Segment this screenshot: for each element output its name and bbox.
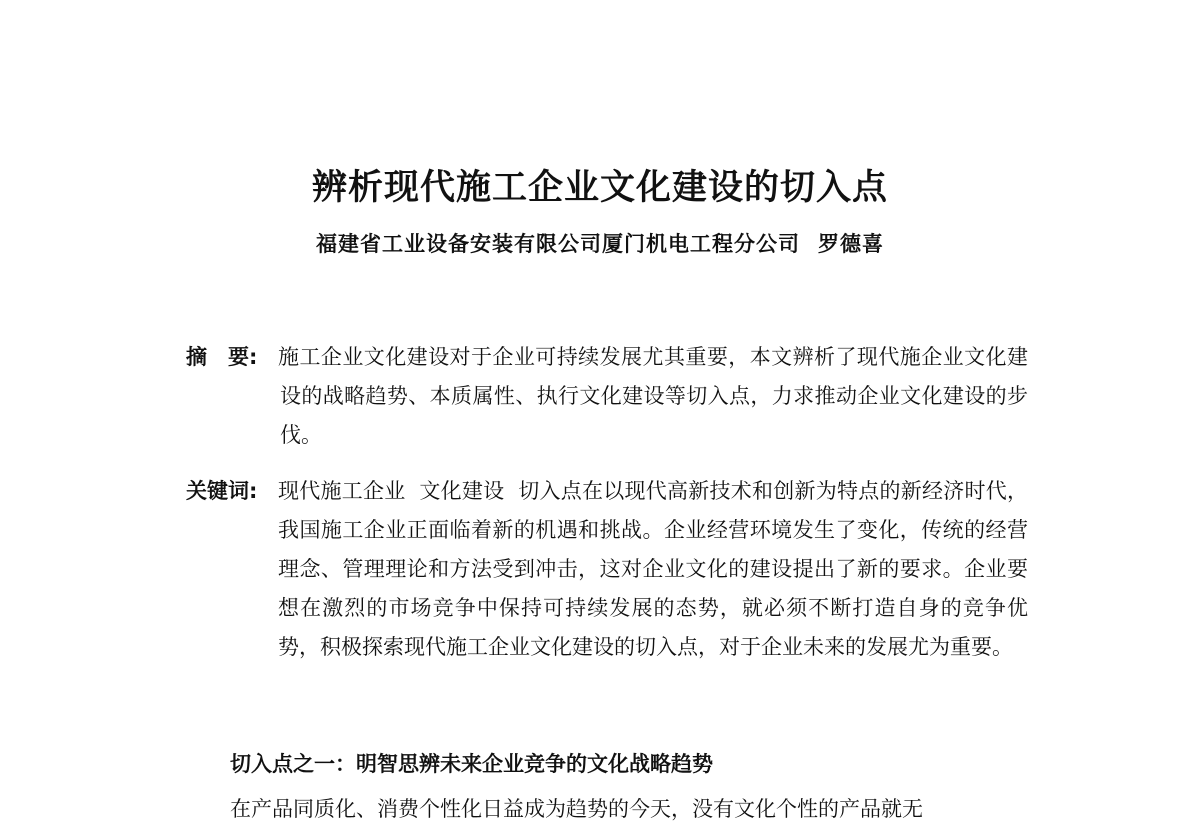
keywords-body: 现代施工企业 文化建设 切入点在以现代高新技术和创新为特点的新经济时代，我国施工企业正面临着新的机遇和挑战。企业经营环境发生了变化，传统的经营理念、管理理论和方法受到冲击，这对企业文化的建设提出了新的要求。企业要想在激烈的市场竞争中保持可持续发展的态势，就必须不断打造自身的竞争优势，积极探索现代施工企业文化建设的切入点，对于企业未来的发展尤为重要。 [278, 479, 1028, 659]
abstract-label: 摘 要: [186, 345, 258, 369]
section-heading: 切入点之一：明智思辨未来企业竞争的文化战略趋势 [230, 752, 713, 776]
abstract-body: 施工企业文化建设对于企业可持续发展尤其重要，本文辨析了现代施企业文化建设的战略趋势、本质属性、执行文化建设等切入点，力求推动企业文化建设的步伐。 [278, 345, 1028, 447]
author-name: 罗德喜 [818, 232, 884, 256]
keywords-text [278, 472, 1028, 667]
author-affiliation: 福建省工业设备安装有限公司厦门机电工程分公司 [316, 232, 800, 256]
body-paragraph: 在产品同质化、消费个性化日益成为趋势的今天，没有文化个性的产品就无 [230, 797, 923, 821]
paper-title: 辨析现代施工企业文化建设的切入点 [311, 168, 888, 208]
author-line [0, 228, 1200, 260]
abstract-text [280, 338, 1028, 455]
keywords-label: 关键词: [186, 479, 258, 503]
